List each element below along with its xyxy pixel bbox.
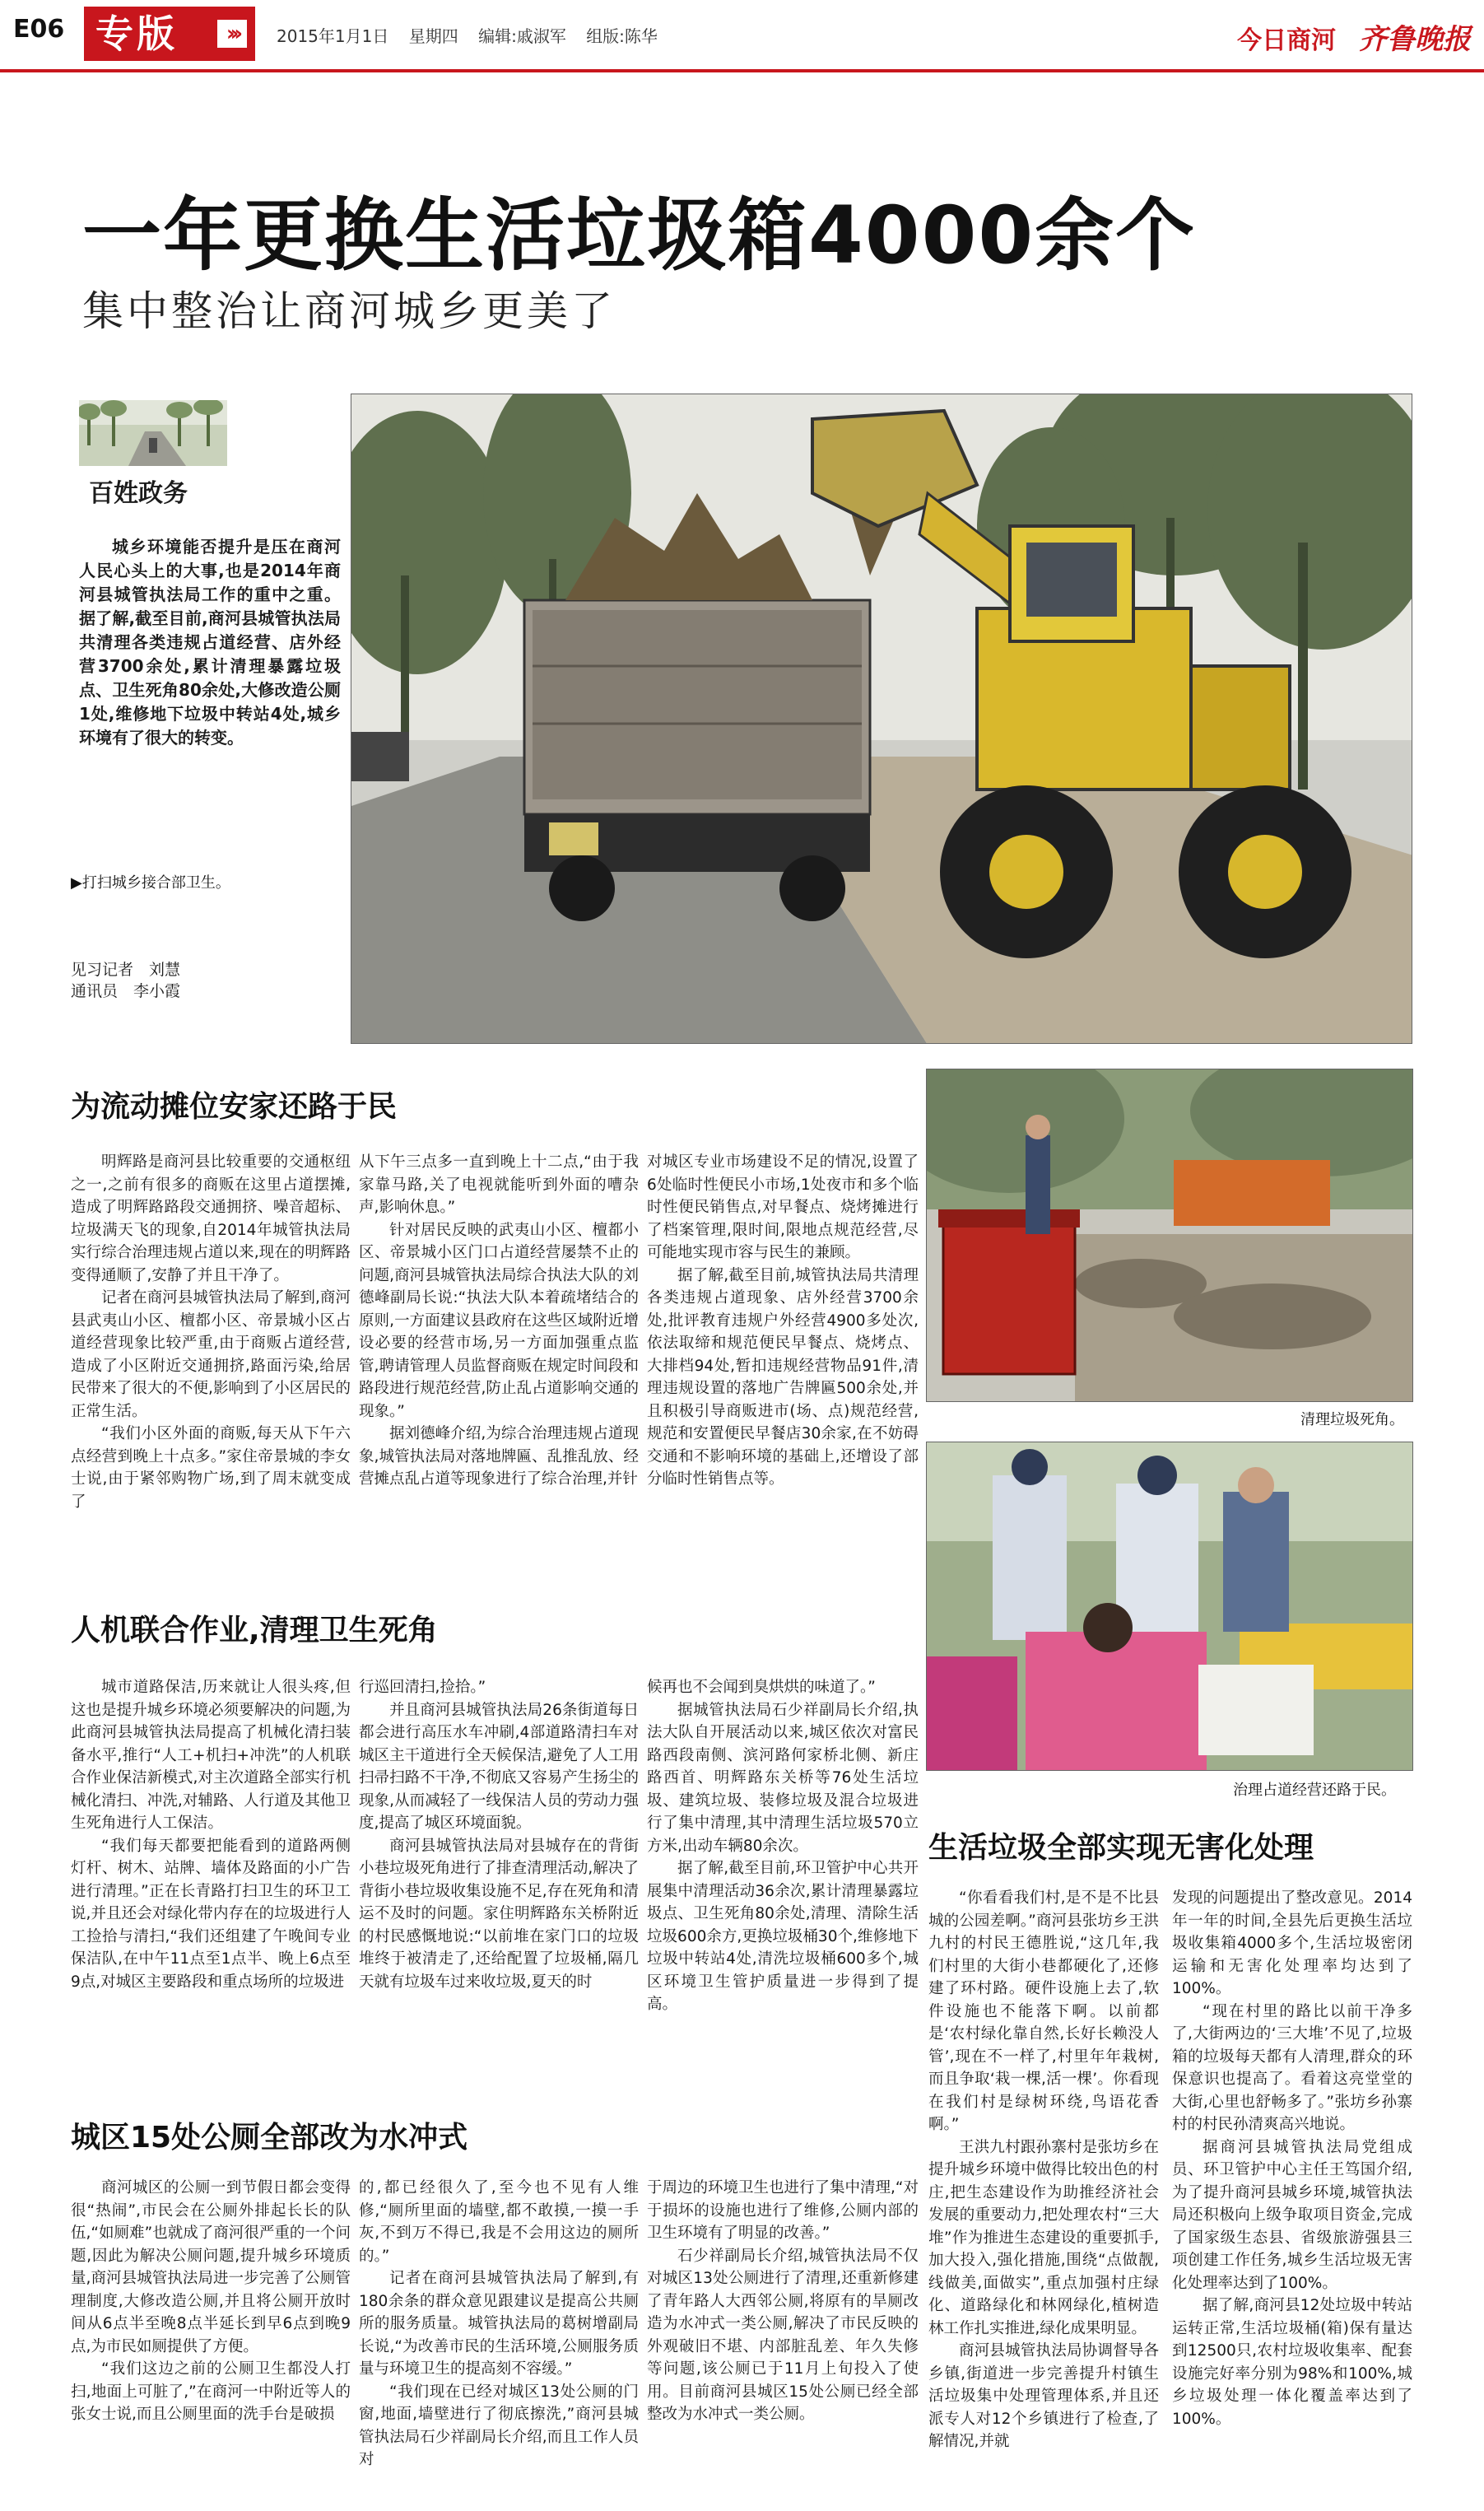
paragraph: 商河县城管执法局协调督导各乡镇,街道进一步完善提升村镇生活垃圾集中处理管理体系,并且还派专人对12个乡镇进行了检查,了解情况,并就 bbox=[928, 2342, 1159, 2450]
paragraph: 商河城区的公厕一到节假日都会变得很“热闹”,市民会在公厕外排起长长的队伍,“如厕难”也就成了商河很严重的一个问题,因此为解决公厕问题,提升城乡环境质量,商河县城管执法局进一步完善了公厕管理制度,大修改造公厕,并且将公厕开放时间从6点半至晚8点半延长到早6点到晚9点,为市民如厕提供了方便。 bbox=[71, 2179, 351, 2355]
s4-column-2 bbox=[359, 2177, 639, 2490]
bylines bbox=[71, 959, 180, 1002]
issue-meta bbox=[277, 23, 672, 47]
lead-paragraph: 城乡环境能否提升是压在商河人民心头上的大事,也是2014年商河县城管执法局工作的重中之重。据了解,截至目前,商河县城管执法局共清理各类违规占道经营、店外经营3700余处,累计清理暴露垃圾点、卫生死角80余处,大修改造公厕1处,维修地下垃圾中转站4处,城乡环境有了很大的转变。 bbox=[79, 537, 341, 748]
paragraph: 商河县城管执法局对县城存在的背街小巷垃圾死角进行了排查清理活动,解决了背街小巷垃圾收集设施不足,存在死角和清运不及时的问题。家住明辉路东关桥附近的村民感慨地说:“以前堆在家门口的垃圾堆终于被清走了,还给配置了垃圾桶,隔几天就有垃圾车过来收垃圾,夏天的时 bbox=[359, 1837, 639, 1991]
paragraph: “我们这边之前的公厕卫生都没人打扫,地面上可脏了,”在商河一中附近等人的张女士说,而且公厕里面的洗手台是破损 bbox=[71, 2360, 351, 2423]
s2-column-3 bbox=[647, 1676, 919, 2080]
s3-column-1 bbox=[928, 1887, 1159, 2488]
column-name: 百姓政务 bbox=[89, 479, 188, 508]
s4-column-1 bbox=[71, 2177, 351, 2490]
paragraph: 发现的问题提出了整改意见。2014年一年的时间,全县先后更换生活垃圾收集箱4000多个,生活垃圾密闭运输和无害化处理率均达到了100%。 bbox=[1172, 1889, 1412, 1997]
paragraph: 据了解,截至目前,环卫管护中心共开展集中清理活动36余次,累计清理暴露垃圾点、卫生死角80余处,清理、清除生活垃圾600余方,更换垃圾桶30个,维修地下垃圾中转站4处,清洗垃圾桶600多个,城区环境卫生管护质量进一步得到了提高。 bbox=[647, 1860, 919, 2013]
s2-column-2 bbox=[359, 1676, 639, 2080]
garbage-bin-image bbox=[927, 1069, 1413, 1402]
page-number: E06 bbox=[13, 15, 65, 44]
paragraph: 石少祥副局长介绍,城管执法局不仅对城区13处公厕进行了清理,还重新修建了青年路人大西邻公厕,将原有的旱厕改造为水冲式一类公厕,解决了市民反映的外观破旧不堪、内部脏乱差、年久失修等问题,该公厕已于11月上旬投入了使用。目前商河县城区15处公厕已经全部整改为水冲式一类公厕。 bbox=[647, 2247, 919, 2423]
officers-vendor-image bbox=[927, 1442, 1413, 1771]
section-title-cleaning: 人机联合作业,清理卫生死角 bbox=[71, 1614, 438, 1647]
paragraph: “你看看我们村,是不是不比县城的公园差啊。”商河县张坊乡王洪九村的村民王德胜说,“这几年,我们村里的大街小巷都硬化了,还修建了环村路。硬件设施上去了,软件设施也不能落下啊。以前都是‘农村绿化靠自然,长好长赖没人管’,现在不一样了,村里年年栽树,而且争取‘栽一棵,活一棵’。你看现在我们村是绿树环绕,鸟语花香啊。” bbox=[928, 1889, 1159, 2133]
section-tag bbox=[84, 7, 255, 61]
paragraph: “我们每天都要把能看到的道路两侧灯杆、树木、站牌、墙体及路面的小广告进行清理。”正在长青路打扫卫生的环卫工说,并且还会对绿化带内存在的垃圾进行人工捡拾与清扫,“我们还组建了午晚间专业保洁队,在中午11点至1点半、晚上6点至9点,对城区主要路段和重点场所的垃圾进 bbox=[71, 1837, 351, 1991]
paper-logo: 齐鲁晚报 bbox=[1359, 23, 1471, 56]
section-title-street-vendors: 为流动摊位安家还路于民 bbox=[71, 1090, 398, 1124]
paragraph: 并且商河县城管执法局26条街道每日都会进行高压水车冲刷,4部道路清扫车对城区主干道进行全天候保洁,避免了人工用扫帚扫路不干净,不彻底又容易产生扬尘的现象,从而减轻了一线保洁人员的劳动力强度,提高了城区环境面貌。 bbox=[359, 1701, 639, 1832]
paragraph: 记者在商河县城管执法局了解到,商河县武夷山小区、檀都小区、帝景城小区占道经营现象比较严重,由于商贩占道经营,造成了小区附近交通拥挤,路面污染,给居民带来了很大的不便,影响到了小区居民的正常生活。 bbox=[71, 1289, 351, 1420]
paragraph: 行巡回清扫,捡拾。” bbox=[359, 1679, 486, 1696]
main-photo bbox=[351, 394, 1412, 1044]
paragraph: 城市道路保洁,历来就让人很头疼,但这也是提升城乡环境必须要解决的问题,为此商河县城管执法局提高了机械化清扫装备水平,推行“人工+机扫+冲洗”的人机联合作业保洁新模式,对主次道路全部实行机械化清扫、冲洗,对辅路、人行道及其他卫生死角进行人工保洁。 bbox=[71, 1679, 351, 1832]
subheadline: 集中整治让商河城乡更美了 bbox=[82, 287, 616, 335]
issue-date: 2015年1月1日 bbox=[277, 26, 389, 46]
paragraph: 据了解,商河县12处垃圾中转站运转正常,生活垃圾桶(箱)保有量达到12500只,农村垃圾收集率、配套设施完好率分别为98%和100%,城乡垃圾处理一体化覆盖率达到了100%。 bbox=[1172, 2297, 1412, 2428]
reporter-byline: 见习记者 刘慧 bbox=[71, 961, 181, 979]
paragraph: 从下午三点多一直到晚上十二点,“由于我家靠马路,关了电视就能听到外面的嘈杂声,影响休息。” bbox=[359, 1153, 639, 1216]
header-rule bbox=[0, 69, 1484, 72]
photo-vendor-regulation bbox=[926, 1442, 1413, 1771]
paragraph: 于周边的环境卫生也进行了集中清理,“对于损坏的设施也进行了维修,公厕内部的卫生环境有了明显的改善。” bbox=[647, 2179, 919, 2242]
s1-column-1 bbox=[71, 1151, 351, 1563]
correspondent-byline: 通讯员 李小霞 bbox=[71, 982, 181, 1000]
loader-truck-image bbox=[351, 394, 1412, 1044]
paragraph: 王洪九村跟孙寨村是张坊乡在提升城乡环境中做得比较出色的村庄,把生态建设作为助推经济社会发展的重要动力,把处理农村“三大堆”作为推进生态建设的重要抓手,加大投入,强化措施,围绕“点做靓,线做美,面做实”,重点加强村庄绿化、道路绿化和林网绿化,植树造林工作扎实推进,绿化成果明显。 bbox=[928, 2138, 1159, 2337]
layout-credit: 组版:陈华 bbox=[586, 26, 658, 46]
section-title-public-toilets: 城区15处公厕全部改为水冲式 bbox=[71, 2121, 468, 2155]
double-chevron-icon: ››› bbox=[217, 20, 247, 48]
photo-garbage-cleanup bbox=[926, 1069, 1413, 1402]
paragraph: 据商河县城管执法局党组成员、环卫管护中心主任王笃国介绍,为了提升商河县城乡环境,城管执法局还积极向上级争取项目资金,完成了国家级生态县、省级旅游强县三项创建工作任务,城乡生活垃圾无害化处理率达到了100%。 bbox=[1172, 2138, 1412, 2292]
paragraph: 记者在商河县城管执法局了解到,有180余条的群众意见跟建议是提高公共厕所的服务质量。城管执法局的葛树增副局长说,“为改善市民的生活环境,公厕服务质量与环境卫生的提高刻不容缓。” bbox=[359, 2270, 639, 2378]
street-thumbnail-image bbox=[79, 400, 227, 466]
section-label: 专版 bbox=[95, 12, 178, 56]
paragraph: 针对居民反映的武夷山小区、檀都小区、帝景城小区门口占道经营屡禁不止的问题,商河县城管执法局综合执法大队的刘德峰副局长说:“执法大队本着疏堵结合的原则,一方面建议县政府在这些区域附近增设必要的经营市场,另一方面加强重点监管,聘请管理人员监督商贩在规定时间段和路段进行规范经营,防止乱占道影响交通的现象。” bbox=[359, 1221, 639, 1420]
s3-column-2 bbox=[1172, 1887, 1412, 2488]
main-photo-caption: ▶打扫城乡接合部卫生。 bbox=[71, 874, 230, 892]
edition-name: 今日商河 bbox=[1237, 26, 1337, 55]
s4-column-3 bbox=[647, 2177, 919, 2490]
paragraph: “我们现在已经对城区13处公厕的门窗,地面,墙壁进行了彻底擦洗,”商河县城管执法局石少祥副局长介绍,而且工作人员对 bbox=[359, 2383, 639, 2468]
s1-column-3 bbox=[647, 1151, 919, 1563]
page-header bbox=[0, 0, 1484, 71]
issue-weekday: 星期四 bbox=[408, 26, 458, 46]
column-thumbnail bbox=[79, 400, 227, 466]
headline: 一年更换生活垃圾箱4000余个 bbox=[82, 189, 1197, 282]
paragraph: 候再也不会闻到臭烘烘的味道了。” bbox=[647, 1679, 876, 1696]
section-title-garbage-treatment: 生活垃圾全部实现无害化处理 bbox=[928, 1831, 1314, 1865]
photo2-caption: 清理垃圾死角。 bbox=[1300, 1411, 1404, 1428]
s2-column-1 bbox=[71, 1676, 351, 2080]
paragraph: 据城管执法局石少祥副局长介绍,执法大队自开展活动以来,城区依次对富民路西段南侧、滨河路何家桥北侧、新庄路西首、明辉路东关桥等76处生活垃圾、建筑垃圾、装修垃圾及混合垃圾进行了集中清理,其中清理生活垃圾570立方米,出动车辆80余次。 bbox=[647, 1701, 919, 1855]
paper-brand bbox=[1237, 16, 1471, 57]
paragraph: 明辉路是商河县比较重要的交通枢纽之一,之前有很多的商贩在这里占道摆摊,造成了明辉路路段交通拥挤、噪音超标、垃圾满天飞的现象,自2014年城管执法局实行综合治理违规占道以来,现在的明辉路变得通顺了,安静了并且干净了。 bbox=[71, 1153, 351, 1284]
photo3-caption: 治理占道经营还路于民。 bbox=[1233, 1782, 1396, 1799]
paragraph: 的,都已经很久了,至今也不见有人维修,“厕所里面的墙壁,都不敢摸,一摸一手灰,不到万不得已,我是不会用这边的厕所的。” bbox=[359, 2179, 639, 2265]
editor-credit: 编辑:戚淑军 bbox=[478, 26, 566, 46]
paragraph: 对城区专业市场建设不足的情况,设置了6处临时性便民小市场,1处夜市和多个临时性便民销售点,对早餐点、烧烤摊进行了档案管理,限时间,限地点规范经营,尽可能地实现市容与民生的兼顾。 bbox=[647, 1153, 919, 1261]
s1-column-2 bbox=[359, 1151, 639, 1563]
paragraph: “我们小区外面的商贩,每天从下午六点经营到晚上十点多。”家住帝景城的李女士说,由于紧邻购物广场,到了周末就变成了 bbox=[71, 1425, 351, 1511]
paragraph: “现在村里的路比以前干净多了,大街两边的‘三大堆’不见了,垃圾箱的垃圾每天都有人清理,群众的环保意识也提高了。看着这亮堂堂的大街,心里也舒畅多了。”张坊乡孙寨村的村民孙清爽高兴地说。 bbox=[1172, 2002, 1412, 2133]
paragraph: 据了解,截至目前,城管执法局共清理各类违规占道现象、店外经营3700余处,批评教育违规户外经营4900多处次,依法取缔和规范便民早餐点、烧烤点、大排档94处,暂扣违规经营物品91件,清理违规设置的落地广告牌匾500余处,并且积极引导商贩进市(场、点)规范经营,规范和安置便民早餐店30余家,在不妨碍交通和不影响环境的基础上,还增设了部分临时性销售点等。 bbox=[647, 1266, 919, 1488]
paragraph: 据刘德峰介绍,为综合治理违规占道现象,城管执法局对落地牌匾、乱推乱放、经营摊点乱占道等现象进行了综合治理,并针 bbox=[359, 1425, 639, 1488]
